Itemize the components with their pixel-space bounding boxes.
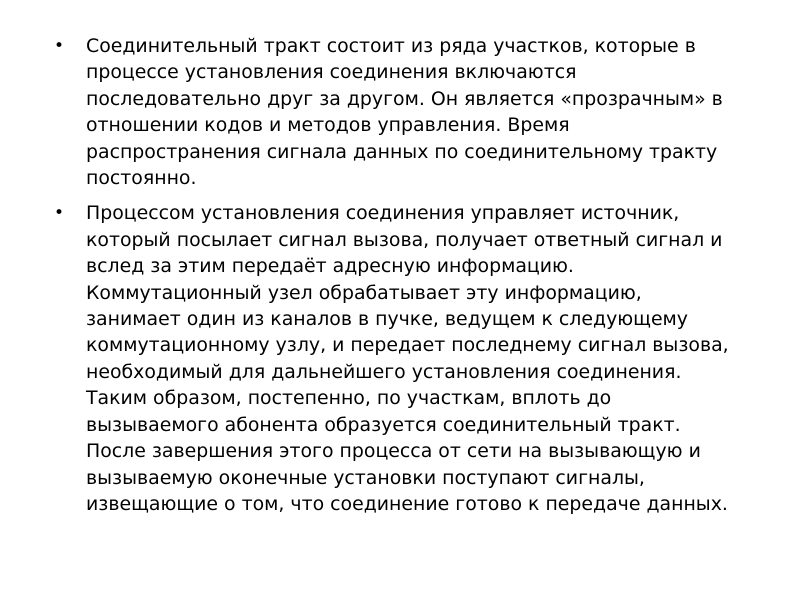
text-line: вслед за этим передаёт адресную информацию. — [86, 255, 574, 278]
text-line: вызываемого абонента образуется соединительный тракт. — [86, 413, 681, 436]
bullet-list — [52, 33, 772, 526]
text-line: извещающие о том, что соединение готово к передаче данных. — [86, 492, 728, 515]
text-line: постоянно. — [86, 167, 197, 190]
text-line: последовательно друг за другом. Он является «прозрачным» в — [86, 87, 723, 110]
bullet-text-1 — [86, 33, 772, 191]
text-line: необходимый для дальнейшего установления соединения. — [86, 360, 682, 383]
text-line: процессе установления соединения включаются — [86, 61, 577, 84]
text-line: занимает один из каналов в пучке, ведущем к следующему — [86, 308, 688, 331]
text-line: После завершения этого процесса от сети на вызывающую и — [86, 440, 701, 463]
bullet-text-2 — [86, 200, 772, 517]
text-line: распространения сигнала данных по соединительному тракту — [86, 140, 718, 163]
bullet-icon: • — [54, 36, 65, 56]
bullet-icon: • — [54, 203, 65, 224]
text-line: отношении кодов и методов управления. Время — [86, 114, 570, 137]
text-line: Таким образом, постепенно, по участкам, вплоть до — [86, 387, 612, 410]
text-line: который посылает сигнал вызова, получает ответный сигнал и — [86, 228, 723, 251]
text-line: Процессом установления соединения управляет источник, — [86, 202, 680, 225]
text-line: вызываемую оконечные установки поступают сигналы, — [86, 466, 645, 489]
text-line: коммутационному узлу, и передает последнему сигнал вызова, — [86, 334, 729, 357]
bullet-item-1 — [52, 33, 772, 191]
bullet-item-2 — [52, 200, 772, 517]
text-line: Коммутационный узел обрабатывает эту информацию, — [86, 281, 642, 304]
text-line: Соединительный тракт состоит из ряда участков, которые в — [86, 35, 696, 57]
